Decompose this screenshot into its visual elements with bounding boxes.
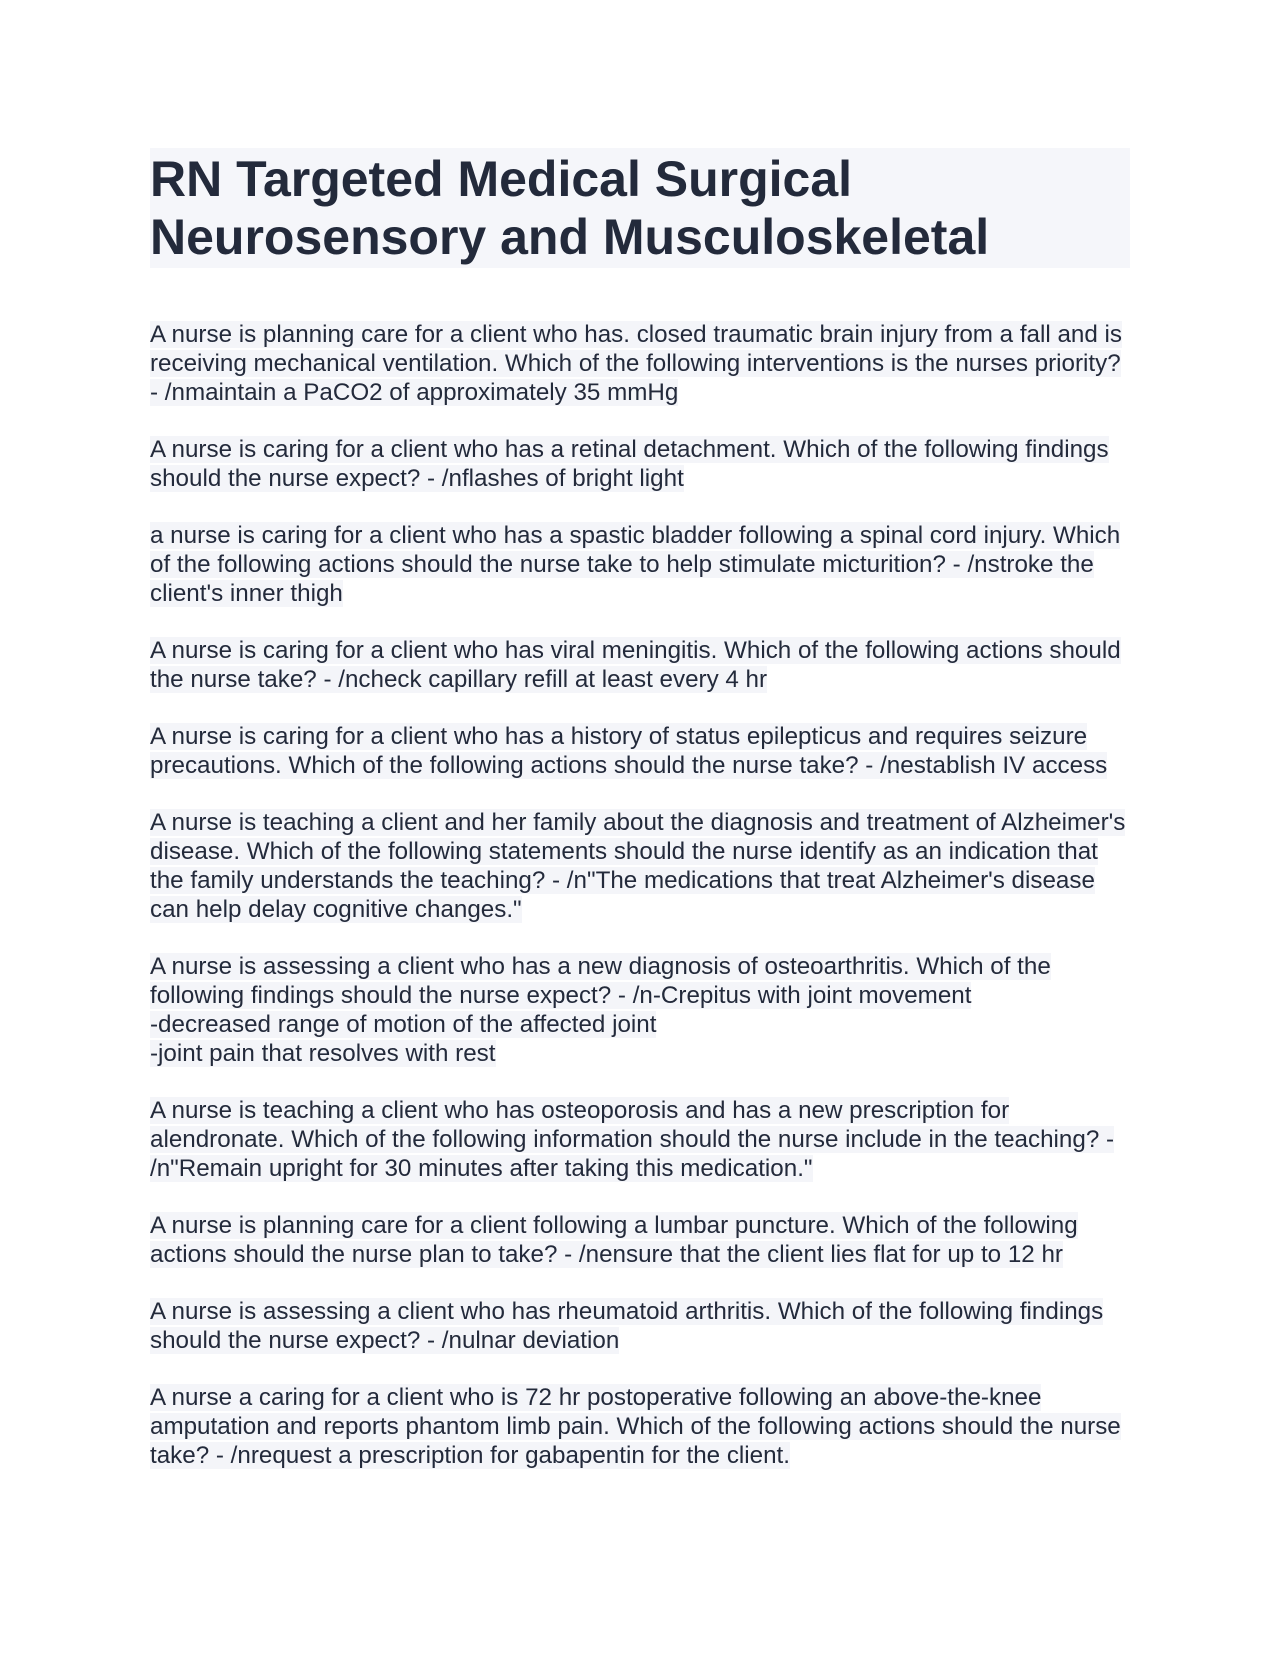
question-item (150, 1096, 1130, 1183)
question-list (150, 320, 1130, 1470)
question-text: A nurse is teaching a client and her family about the diagnosis and treatment of Alzheimer's disease. Which of the following statements should the nurse identify as an indication that the family understands the teaching? - /n"The medications that treat Alzheimer's disease can help delay cognitive changes." (150, 809, 1126, 923)
question-text: A nurse is caring for a client who has a retinal detachment. Which of the following findings should the nurse expect? - /nflashes of bright light (150, 436, 1109, 492)
question-item (150, 521, 1130, 608)
question-item (150, 636, 1130, 694)
question-text: A nurse is teaching a client who has osteoporosis and has a new prescription for alendronate. Which of the following information should the nurse include in the teaching? - /n"Remain upright for 30 minutes after taking this medication." (150, 1097, 1115, 1182)
question-text: A nurse is planning care for a client who has. closed traumatic brain injury from a fall and is receiving mechanical ventilation. Which of the following interventions is the nurses priority? - /nmaintain a PaCO2 of approximately 35 mmHg (150, 321, 1123, 406)
question-text: a nurse is caring for a client who has a spastic bladder following a spinal cord injury. Which of the following actions should the nurse take to help stimulate micturition? - /nstroke the client's inner thigh (150, 522, 1121, 607)
question-text: A nurse is assessing a client who has a new diagnosis of osteoarthritis. Which of the following findings should the nurse expect? - /n-Crepitus with joint movement -decreased range of motion of the affected joint -joint pain that resolves with rest (150, 953, 1051, 1067)
question-text: A nurse is caring for a client who has a history of status epilepticus and requires seizure precautions. Which of the following actions should the nurse take? - /nestablish IV access (150, 723, 1108, 779)
question-item (150, 952, 1130, 1068)
document-page (150, 148, 1130, 1498)
question-item (150, 435, 1130, 493)
question-text: A nurse is caring for a client who has viral meningitis. Which of the following actions should the nurse take? - /ncheck capillary refill at least every 4 hr (150, 637, 1121, 693)
question-item (150, 1211, 1130, 1269)
question-text: A nurse is planning care for a client following a lumbar puncture. Which of the following actions should the nurse plan to take? - /nensure that the client lies flat for up to 12 hr (150, 1212, 1078, 1268)
question-item (150, 1383, 1130, 1470)
question-text: A nurse is assessing a client who has rheumatoid arthritis. Which of the following findings should the nurse expect? - /nulnar deviation (150, 1298, 1104, 1354)
question-item (150, 320, 1130, 407)
question-item (150, 722, 1130, 780)
question-item (150, 808, 1130, 924)
question-item (150, 1297, 1130, 1355)
document-title: RN Targeted Medical Surgical Neurosensory and Musculoskeletal (150, 148, 1130, 268)
question-text: A nurse a caring for a client who is 72 hr postoperative following an above-the-knee amputation and reports phantom limb pain. Which of the following actions should the nurse take? - /nrequest a prescription for gabapentin for the client. (150, 1384, 1121, 1469)
